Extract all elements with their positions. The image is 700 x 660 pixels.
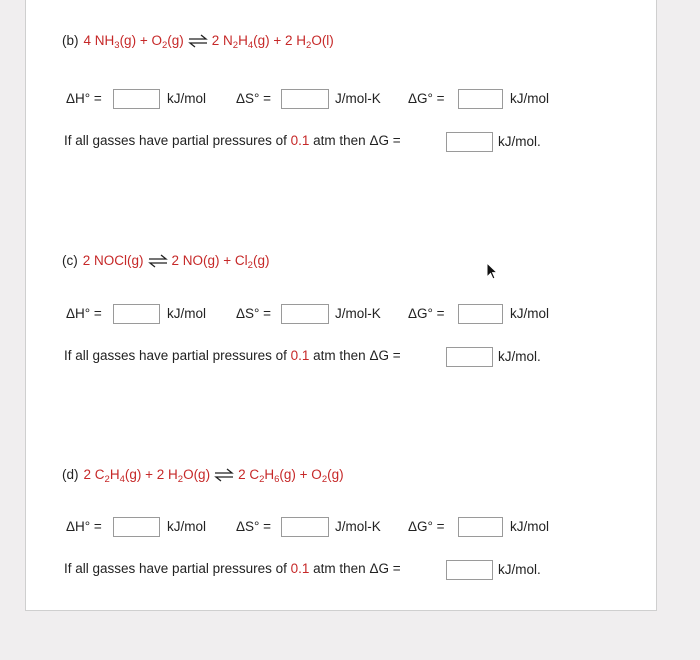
reaction-formula xyxy=(82,253,270,271)
partial-pressure-question-c xyxy=(64,348,401,363)
dS-input-field[interactable] xyxy=(282,518,328,536)
dG-nonstandard-input-field[interactable] xyxy=(447,561,492,579)
partial-text-after: atm then ΔG = xyxy=(309,348,401,363)
dG-nonstandard-input-field[interactable] xyxy=(447,133,492,151)
subscript: 2 xyxy=(232,40,239,51)
dG-input-field[interactable] xyxy=(459,305,502,323)
dH-label-c: ΔH° = xyxy=(66,306,102,321)
dG-input-field[interactable] xyxy=(459,90,502,108)
dS-label-b: ΔS° = xyxy=(236,91,272,106)
partial-text-after: atm then ΔG = xyxy=(309,133,401,148)
dS-answer-input-d[interactable] xyxy=(281,517,329,537)
subscript: 2 xyxy=(306,40,312,51)
dG-input-field[interactable] xyxy=(459,518,502,536)
formula-text: (g) + 2 H xyxy=(124,467,178,482)
part-label: (b) xyxy=(62,33,79,49)
formula-text: 2 C xyxy=(83,467,105,482)
reaction-equation-d xyxy=(62,467,344,485)
dS-input-field[interactable] xyxy=(282,90,328,108)
dS-unit-d: J/mol-K xyxy=(335,519,381,534)
subscript: 6 xyxy=(274,474,280,485)
formula-text: (g) xyxy=(167,33,184,48)
formula-text: O(l) xyxy=(311,33,334,48)
dH-input-field[interactable] xyxy=(114,518,159,536)
dH-answer-input-c[interactable] xyxy=(113,304,160,324)
dG-label-b: ΔG° = xyxy=(408,91,445,106)
formula-text: (g) + O xyxy=(279,467,322,482)
dG-answer-input-c[interactable] xyxy=(458,304,503,324)
partial-text-before: If all gasses have partial pressures of xyxy=(64,133,291,148)
partial-text-before: If all gasses have partial pressures of xyxy=(64,348,291,363)
formula-text: H xyxy=(238,33,248,48)
part-label: (c) xyxy=(62,253,78,269)
dH-label-b: ΔH° = xyxy=(66,91,102,106)
partial-pressure-value: 0.1 xyxy=(290,348,310,363)
formula-text: 2 NOCl(g) xyxy=(82,253,144,268)
subscript: 2 xyxy=(321,474,328,485)
dH-unit-b: kJ/mol xyxy=(167,91,207,106)
partial-unit-d: kJ/mol. xyxy=(498,562,541,577)
dG-unit-c: kJ/mol xyxy=(510,306,550,321)
dG-nonstandard-answer-input-c[interactable] xyxy=(446,347,493,367)
dG-nonstandard-answer-input-b[interactable] xyxy=(446,132,493,152)
subscript: 4 xyxy=(247,40,254,51)
dH-input-field[interactable] xyxy=(114,90,159,108)
partial-pressure-value: 0.1 xyxy=(290,561,310,576)
subscript: 4 xyxy=(119,474,125,485)
formula-text: O(g) xyxy=(183,467,211,482)
dG-answer-input-d[interactable] xyxy=(458,517,503,537)
dG-nonstandard-answer-input-d[interactable] xyxy=(446,560,493,580)
partial-pressure-question-b xyxy=(64,133,401,148)
formula-text: 4 NH xyxy=(83,33,115,48)
dH-unit-d: kJ/mol xyxy=(167,519,207,534)
equilibrium-arrow-icon xyxy=(188,34,208,48)
partial-unit-b: kJ/mol. xyxy=(498,134,541,149)
dG-unit-b: kJ/mol xyxy=(510,91,550,106)
dH-answer-input-b[interactable] xyxy=(113,89,160,109)
subscript: 2 xyxy=(247,260,253,271)
formula-text: 2 C xyxy=(238,467,260,482)
dS-answer-input-c[interactable] xyxy=(281,304,329,324)
partial-text-before: If all gasses have partial pressures of xyxy=(64,561,291,576)
dG-nonstandard-input-field[interactable] xyxy=(447,348,492,366)
partial-pressure-question-d xyxy=(64,561,401,576)
equilibrium-arrow-icon xyxy=(148,254,168,268)
formula-text: (g) xyxy=(327,467,344,482)
formula-text: 2 NO(g) + Cl xyxy=(171,253,248,268)
dH-input-field[interactable] xyxy=(114,305,159,323)
dH-unit-c: kJ/mol xyxy=(167,306,207,321)
equilibrium-arrow-icon xyxy=(214,468,234,482)
formula-text: H xyxy=(264,467,275,482)
dS-unit-b: J/mol-K xyxy=(335,91,381,106)
dS-label-d: ΔS° = xyxy=(236,519,272,534)
dS-input-field[interactable] xyxy=(282,305,328,323)
partial-pressure-value: 0.1 xyxy=(290,133,310,148)
formula-text: (g) + O xyxy=(119,33,162,48)
formula-text: H xyxy=(109,467,120,482)
subscript: 2 xyxy=(259,474,265,485)
reaction-equation-b xyxy=(62,33,334,51)
subscript: 2 xyxy=(104,474,110,485)
partial-text-after: atm then ΔG = xyxy=(309,561,401,576)
reaction-formula xyxy=(83,33,334,51)
formula-text: 2 N xyxy=(211,33,233,48)
dS-unit-c: J/mol-K xyxy=(335,306,381,321)
dG-answer-input-b[interactable] xyxy=(458,89,503,109)
dG-unit-d: kJ/mol xyxy=(510,519,550,534)
dG-label-c: ΔG° = xyxy=(408,306,445,321)
subscript: 2 xyxy=(177,474,184,485)
reaction-equation-c xyxy=(62,253,270,271)
subscript: 3 xyxy=(114,40,120,51)
formula-text: (g) xyxy=(252,253,270,268)
reaction-formula xyxy=(83,467,344,485)
dS-answer-input-b[interactable] xyxy=(281,89,329,109)
formula-text: (g) + 2 H xyxy=(253,33,307,48)
subscript: 2 xyxy=(161,40,168,51)
part-label: (d) xyxy=(62,467,79,483)
partial-unit-c: kJ/mol. xyxy=(498,349,541,364)
dS-label-c: ΔS° = xyxy=(236,306,272,321)
dH-answer-input-d[interactable] xyxy=(113,517,160,537)
dH-label-d: ΔH° = xyxy=(66,519,102,534)
dG-label-d: ΔG° = xyxy=(408,519,445,534)
